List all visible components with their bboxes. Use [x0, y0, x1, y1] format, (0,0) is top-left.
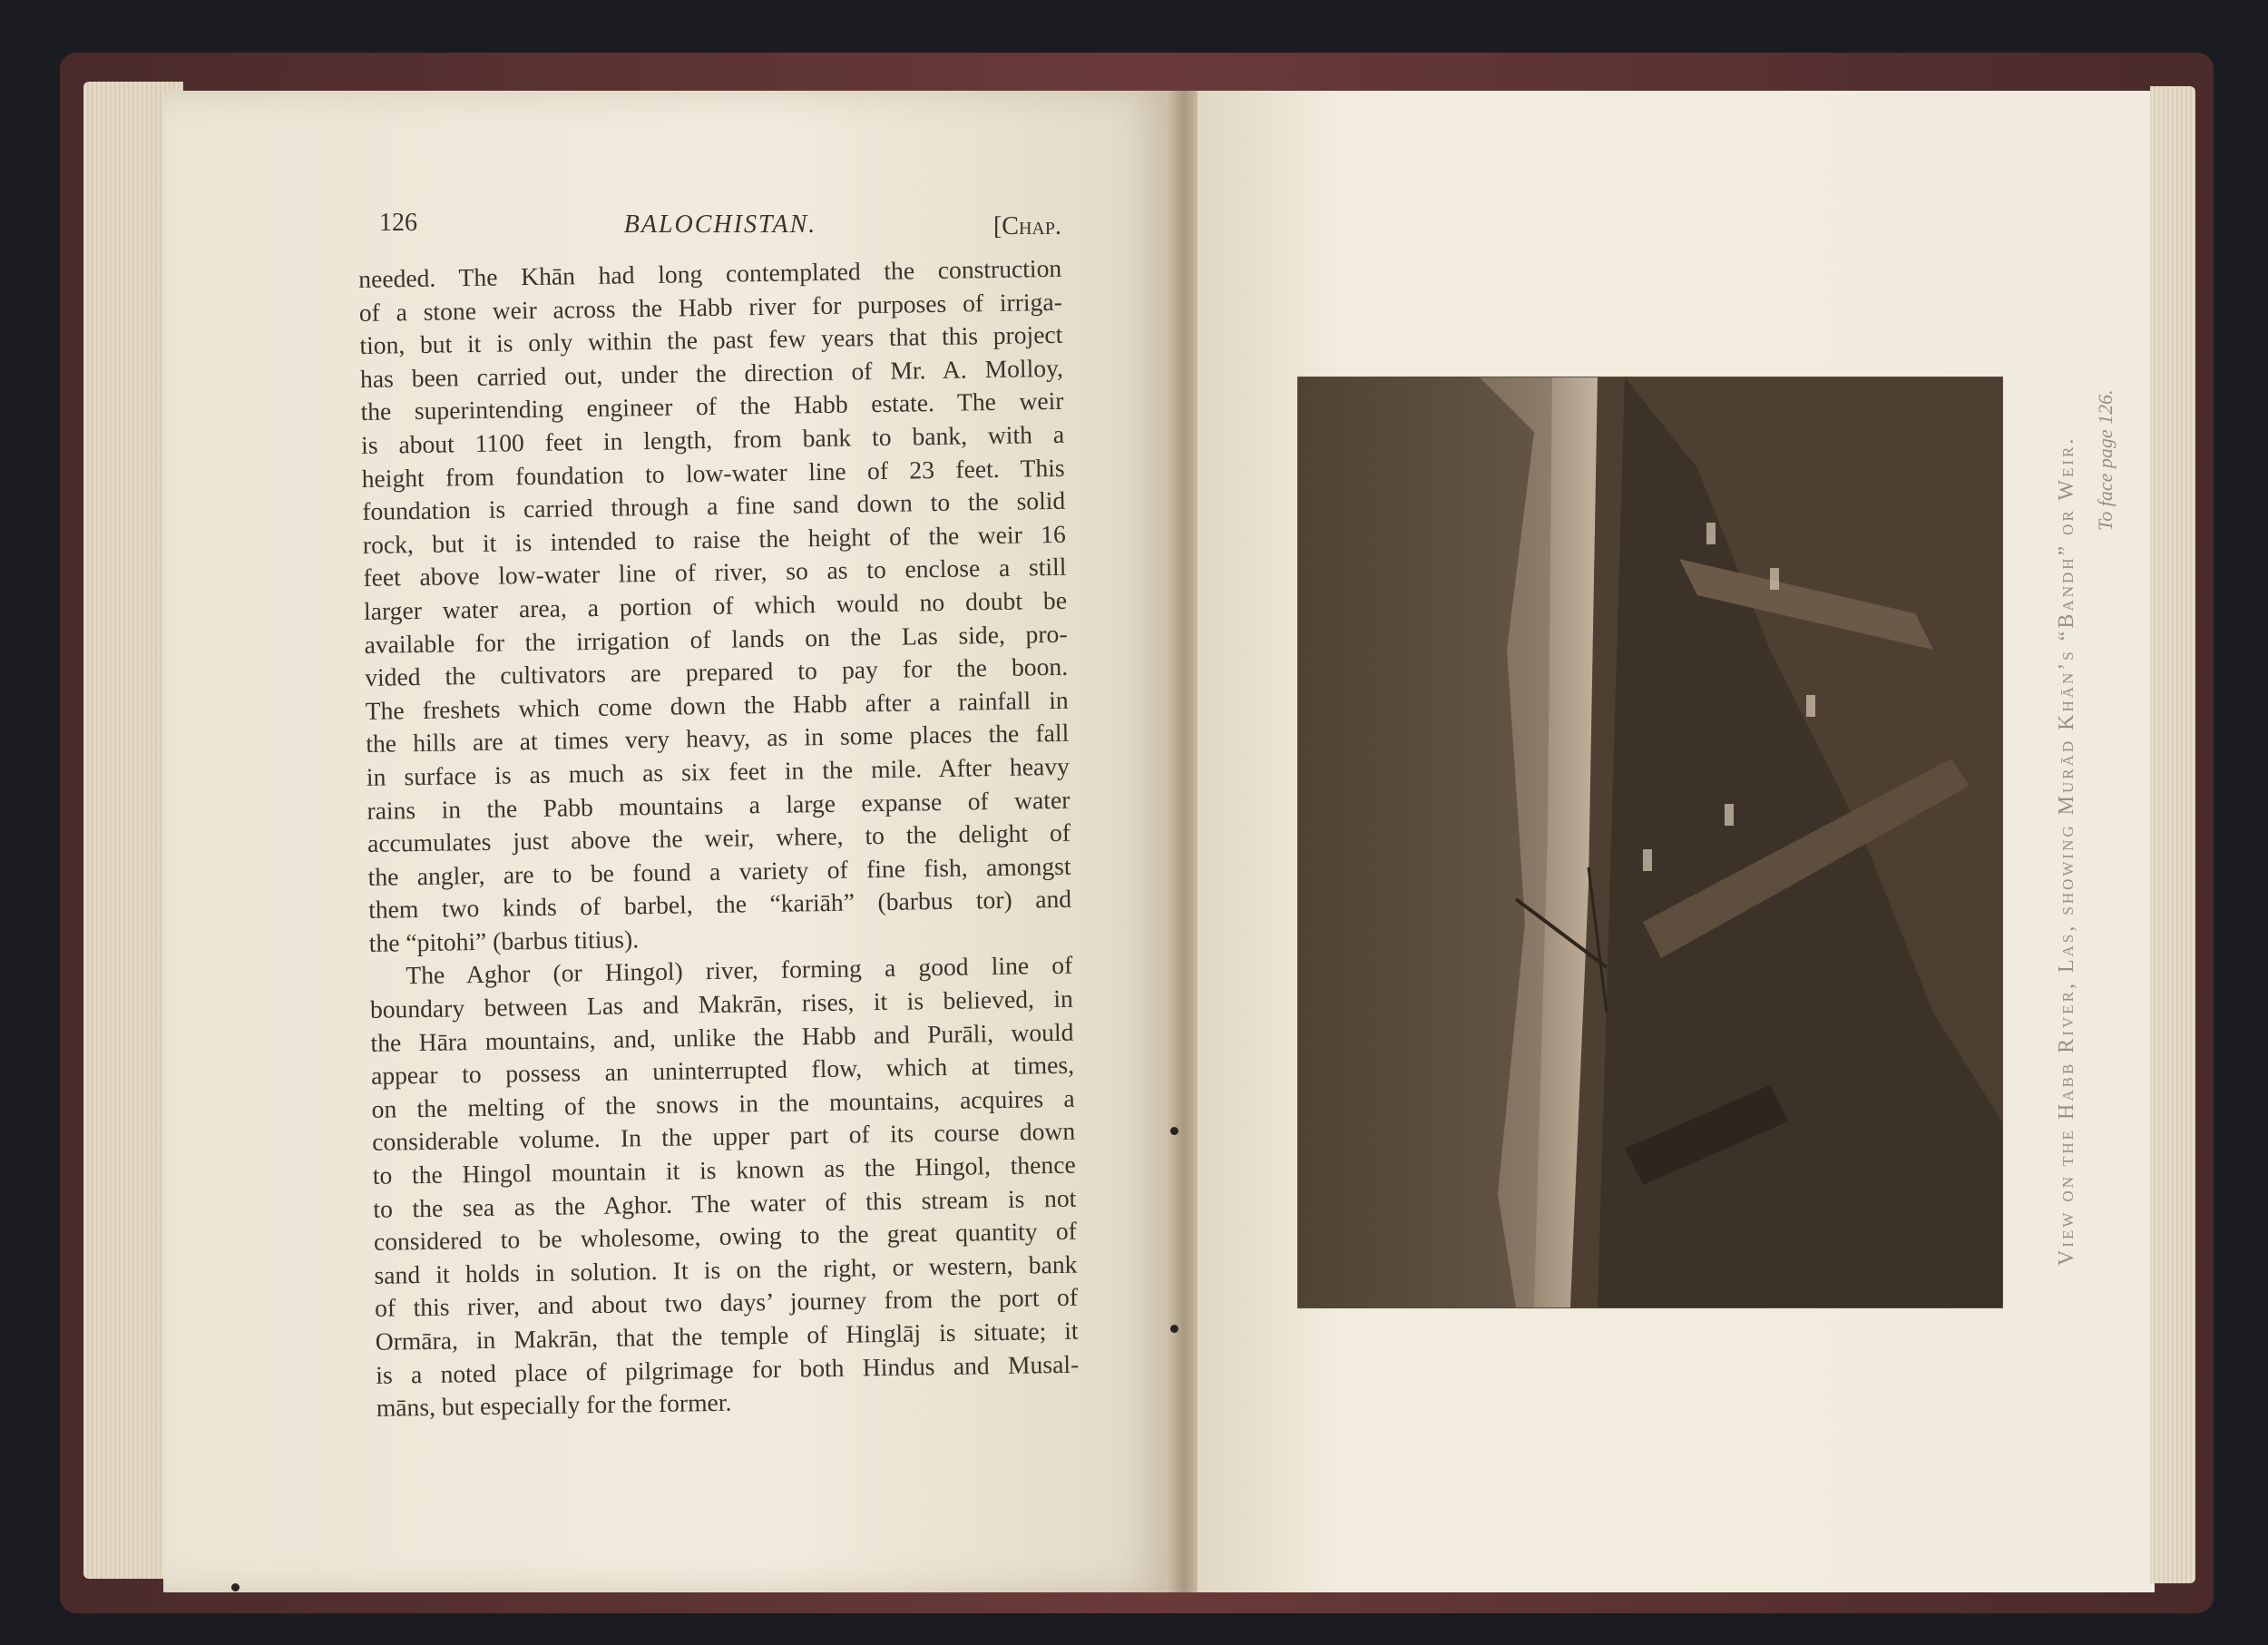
chapter-mark: [Chap.: [992, 212, 1061, 240]
text-line: vided the cultivators are prepared to pay for the boon.: [364, 651, 1069, 692]
text-line: is about 1100 feet in length, from bank to bank, with a: [360, 419, 1065, 459]
binding-thread-dot: [1170, 1127, 1178, 1135]
plate-caption: View on the Habb River, Las, showing Murād Khān’s “Bandh” or Weir.: [2055, 436, 2078, 1266]
text-line: in surface is as much as six feet in the mile. After heavy: [366, 751, 1070, 791]
page-speck: [231, 1583, 240, 1591]
text-line: of this river, and about two days’ journey from the port of: [374, 1283, 1079, 1323]
running-head: [379, 209, 1061, 254]
binding-thread-dot: [1170, 1325, 1178, 1333]
text-line: rock, but it is intended to raise the height of the weir 16: [362, 519, 1067, 559]
text-line: rains in the Pabb mountains a large expanse of water: [367, 785, 1070, 825]
text-line: appear to possess an uninterrupted flow, which at times,: [370, 1050, 1075, 1091]
text-line: considered to be wholesome, owing to the great quantity of: [373, 1216, 1078, 1257]
text-line: The Aghor (or Hingol) river, forming a good line of: [406, 951, 1073, 990]
text-line: the hills are at times very heavy, as in some places the fall: [366, 719, 1070, 759]
text-line: Ormāra, in Makrān, that the temple of Hinglāj is situate; it: [375, 1316, 1079, 1356]
right-page-edges: [2150, 86, 2195, 1583]
text-line: accumulates just above the weir, where, to the delight of: [367, 818, 1071, 858]
page-number: 126: [379, 209, 417, 237]
text-line: The freshets which come down the Habb after a rainfall in: [365, 685, 1069, 725]
text-line: available for the irrigation of lands on the Las side, pro-: [364, 619, 1068, 659]
text-line: them two kinds of barbel, the “kariāh” (barbus tor) and: [367, 885, 1072, 925]
text-line: height from foundation to low-water line of 23 feet. This: [361, 453, 1065, 493]
text-line: the superintending engineer of the Habb estate. The weir: [360, 387, 1064, 426]
text-line: to the Hingol mountain it is known as the Hingol, thence: [372, 1150, 1076, 1190]
text-line: the angler, are to be found a variety of fine fish, amongst: [367, 851, 1071, 891]
running-title: BALOCHISTAN.: [623, 211, 817, 239]
text-line: tion, but it is only within the past few years that this project: [359, 320, 1063, 360]
text-line: the Hāra mountains, and, unlike the Habb and Purāli, would: [370, 1017, 1074, 1057]
text-line: the “pitohi” (barbus titius).: [368, 925, 640, 957]
text-line: needed. The Khān had long contemplated the construction: [358, 253, 1062, 293]
text-line: boundary between Las and Makrān, rises, it is believed, in: [369, 984, 1074, 1023]
text-line: of a stone weir across the Habb river for purposes of irriga-: [358, 287, 1062, 327]
text-line: on the melting of the snows in the mountains, acquires a: [371, 1083, 1075, 1123]
text-line: sand it holds in solution. It is on the right, or western, bank: [374, 1249, 1078, 1289]
text-line: larger water area, a portion of which would no doubt be: [363, 585, 1068, 625]
text-line: feet above low-water line of river, so as to enclose a still: [363, 553, 1067, 592]
text-line: is a noted place of pilgrimage for both Hindus and Musal-: [375, 1349, 1080, 1389]
text-line: foundation is carried through a fine sand down to the solid: [362, 485, 1066, 526]
text-line: to the sea as the Aghor. The water of this stream is not: [373, 1183, 1077, 1223]
book-gutter: [1166, 91, 1202, 1592]
text-line: considerable volume. In the upper part of its course down: [371, 1117, 1076, 1157]
plate-photograph: [1297, 377, 2003, 1308]
body-text: [358, 252, 1080, 1425]
facing-page-note: To face page 126.: [2094, 389, 2116, 531]
text-line: māns, but especially for the former.: [376, 1387, 732, 1423]
text-line: has been carried out, under the direction of Mr. A. Molloy,: [359, 353, 1064, 393]
